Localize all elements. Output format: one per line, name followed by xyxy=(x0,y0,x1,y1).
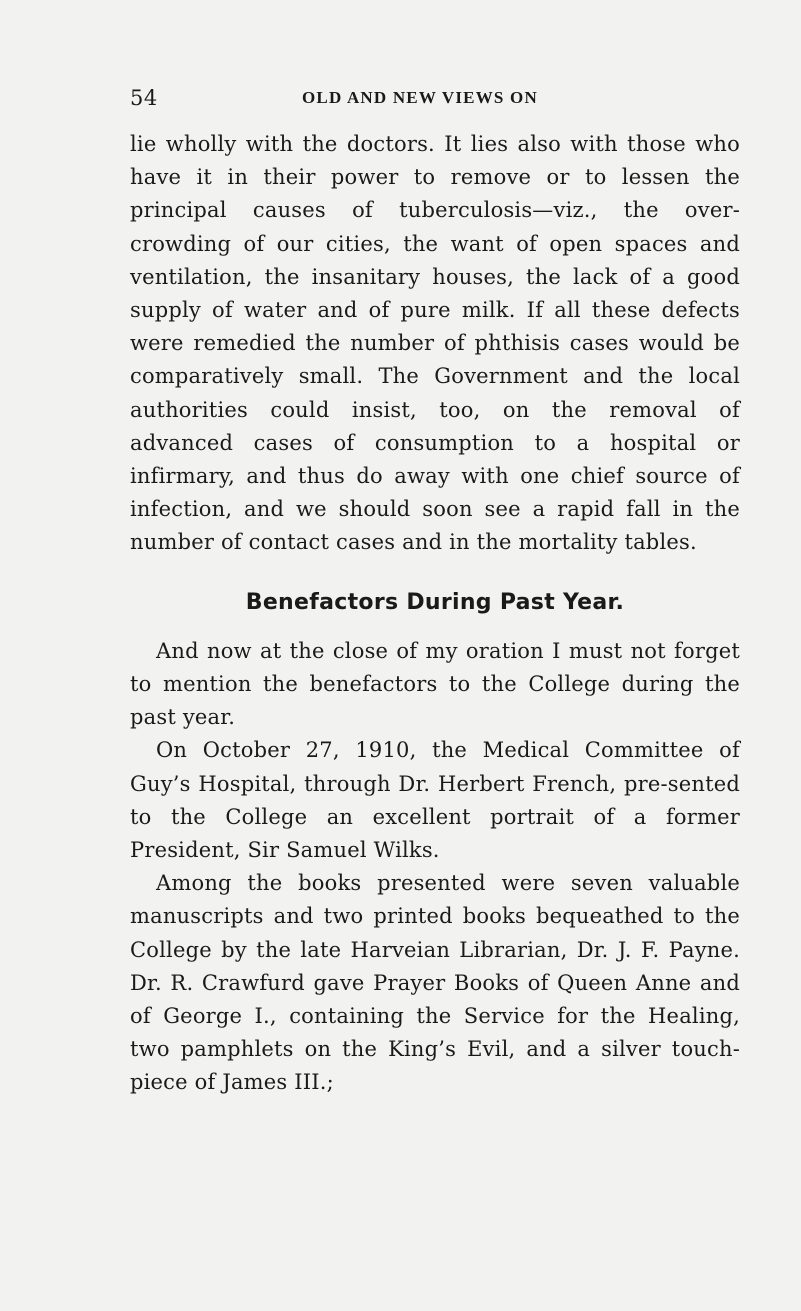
running-title: OLD AND NEW VIEWS ON xyxy=(302,88,538,107)
paragraph-continuation: lie wholly with the doctors. It lies also with those who have it in their power to remove or to lessen the principal causes of tuberculosis—viz., the over-crowding of our cities, the want of open spaces and ventilation, the insanitary houses, the lack of a good supply of water and of pure milk. If all these defects were remedied the number of phthisis cases would be comparatively small. The Government and the local authorities could insist, too, on the removal of advanced cases of consumption to a hospital or infirmary, and thus do away with one chief source of infection, and we should soon see a rapid fall in the number of contact cases and in the mortality tables. xyxy=(130,132,740,555)
running-head xyxy=(130,86,740,114)
paragraph-books-gift: Among the books presented were seven valuable manuscripts and two printed books bequeathed to the College by the late Harveian Librarian, Dr. J. F. Payne. Dr. R. Crawfurd gave Prayer Books of Queen Anne and of George I., containing the Service for the Healing, two pamphlets on the King’s Evil, and a silver touch-piece of James III.; xyxy=(130,871,740,1095)
page-number: 54 xyxy=(130,86,158,110)
section-heading: Benefactors During Past Year. xyxy=(245,589,625,615)
paragraph-portrait-gift: On October 27, 1910, the Medical Committee of Guy’s Hospital, through Dr. Herbert French, pre-sented to the College an excellent portrait of a former President, Sir Samuel Wilks. xyxy=(130,738,740,863)
body-text xyxy=(130,128,740,1100)
paragraph-benefactors-intro: And now at the close of my oration I must not forget to mention the benefactors to the College during the past year. xyxy=(130,638,740,730)
